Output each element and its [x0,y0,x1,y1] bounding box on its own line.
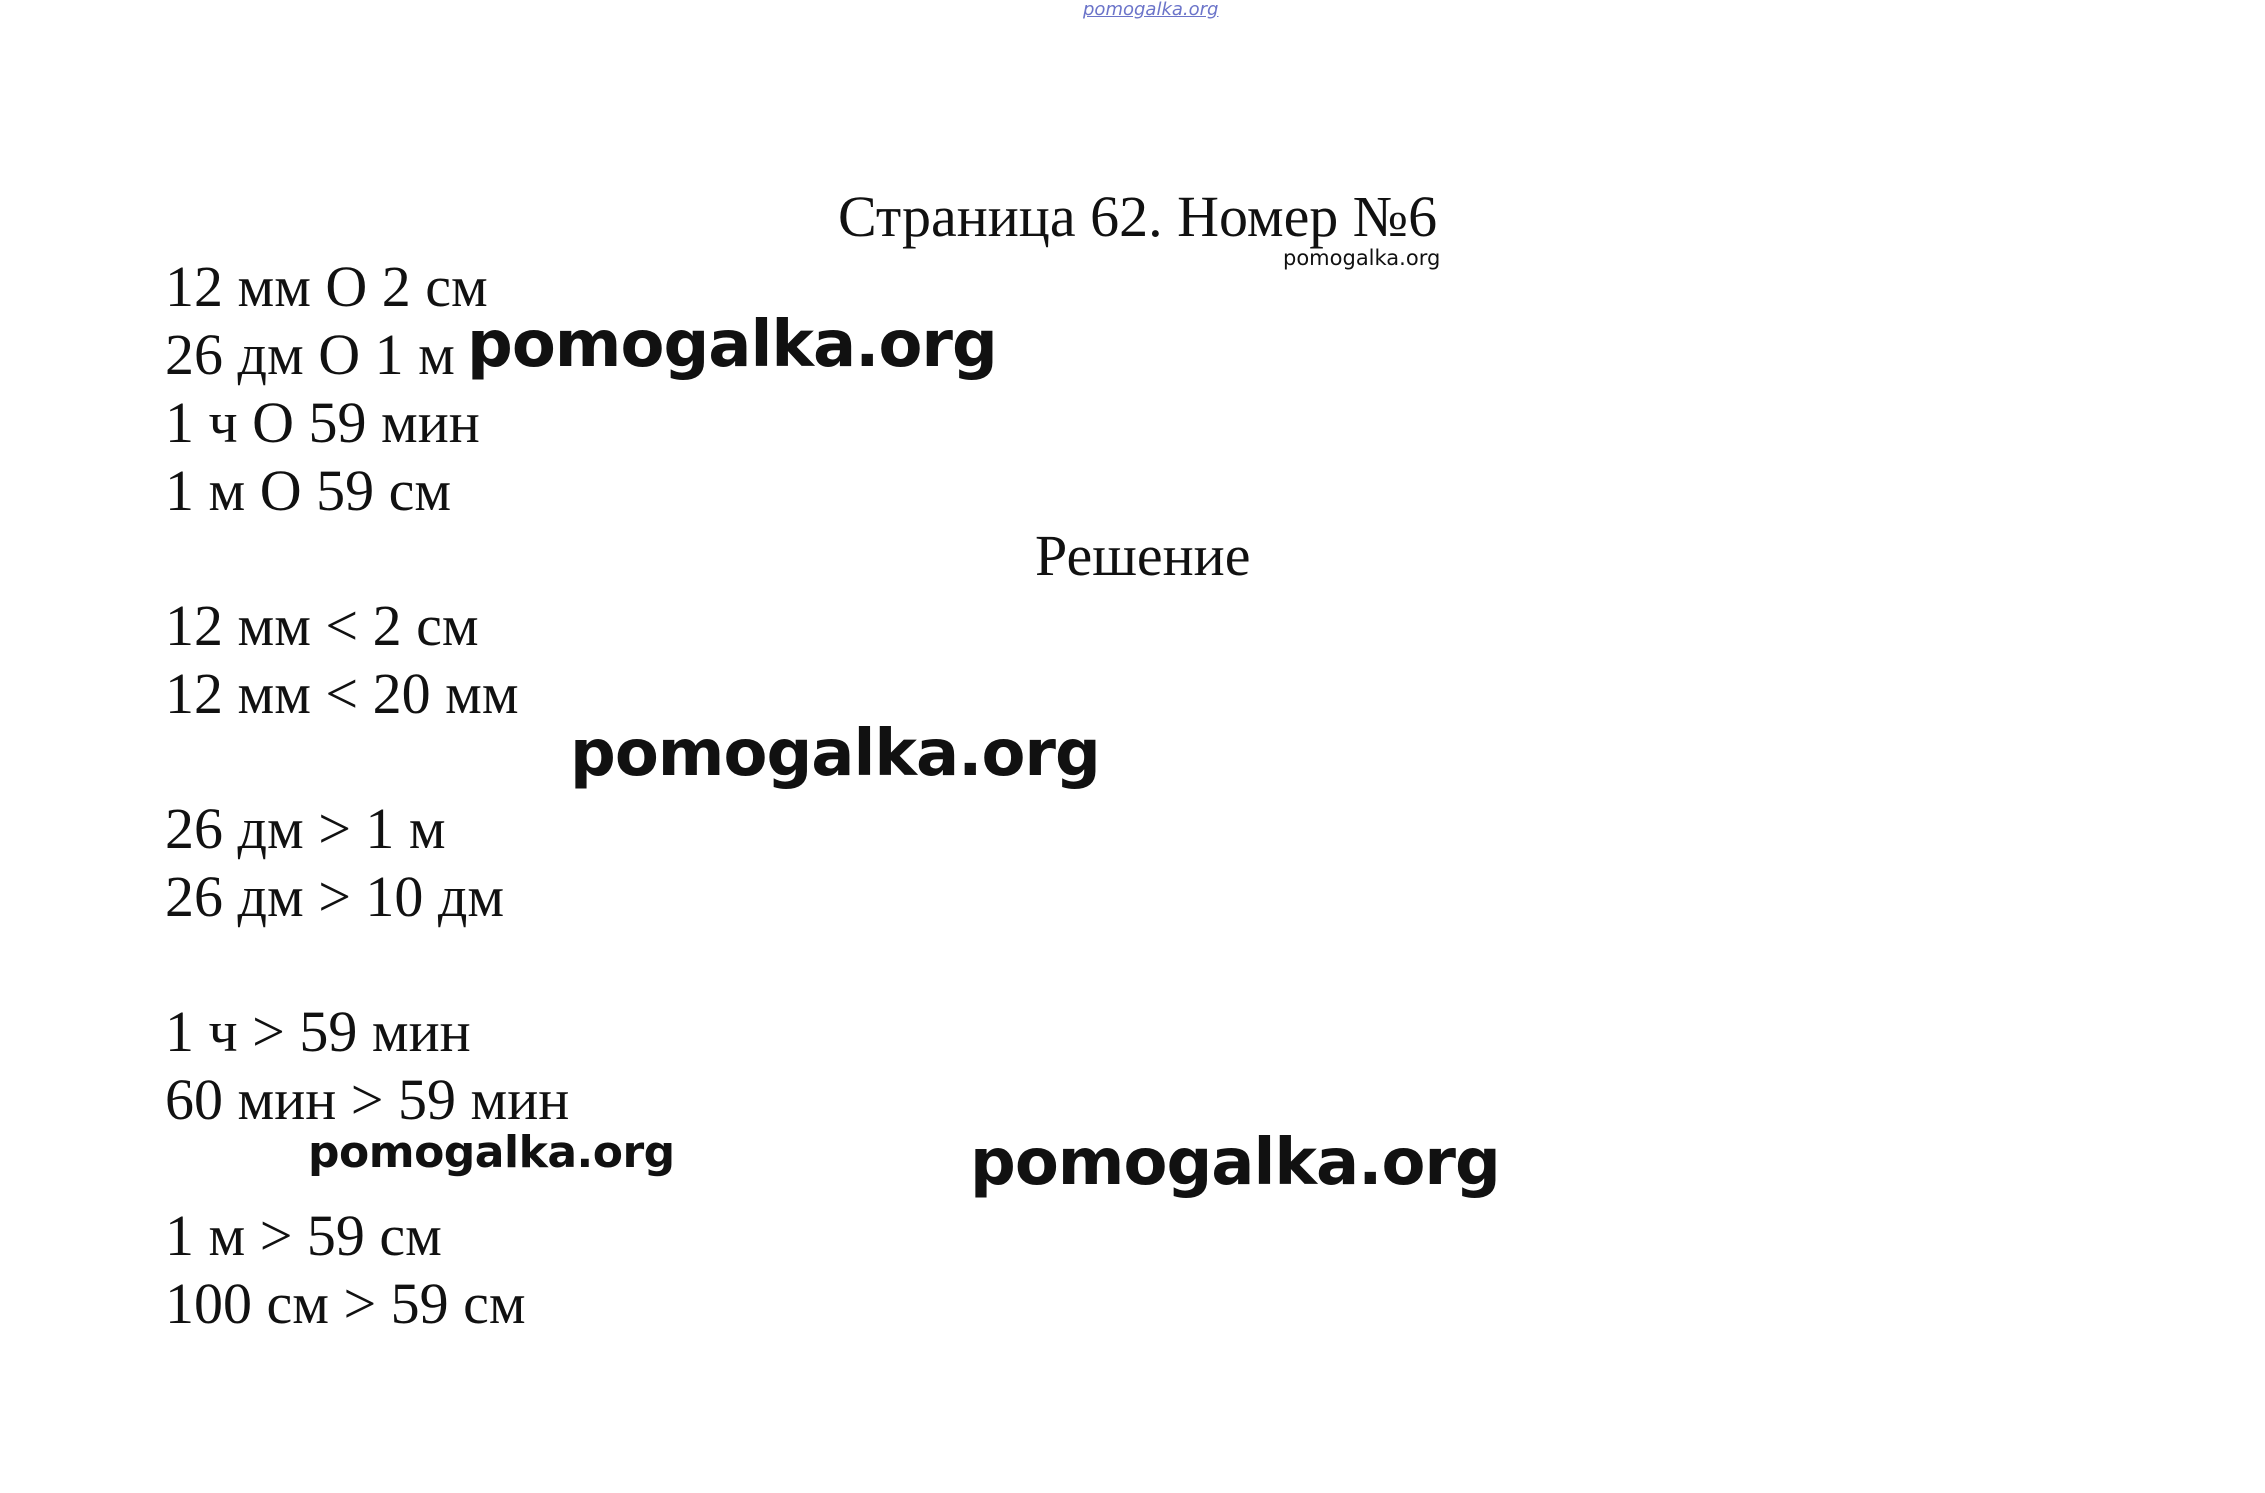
page-title: Страница 62. Номер №6 [838,184,1438,249]
solution-line-7: 1 м > 59 см [165,1203,442,1268]
watermark-inline: pomogalka.org [467,308,997,382]
task-line-4: 1 м О 59 см [165,458,452,523]
task-line-3: 1 ч О 59 мин [165,390,480,455]
solution-line-6: 60 мин > 59 мин [165,1067,570,1132]
solution-line-3: 26 дм > 1 м [165,796,446,861]
solution-line-5: 1 ч > 59 мин [165,999,471,1064]
solution-line-1: 12 мм < 2 см [165,593,479,658]
solution-line-8: 100 см > 59 см [165,1271,526,1336]
watermark-middle: pomogalka.org [570,717,1100,791]
solution-heading: Решение [1035,523,1251,588]
watermark-small: pomogalka.org [1283,246,1441,270]
task-line-1: 12 мм О 2 см [165,254,488,319]
solution-line-2: 12 мм < 20 мм [165,661,519,726]
watermark-top: pomogalka.org [1083,0,1219,20]
solution-line-4: 26 дм > 10 дм [165,864,505,929]
watermark-lower-right: pomogalka.org [970,1126,1500,1200]
watermark-lower-left: pomogalka.org [308,1127,675,1178]
task-line-2: 26 дм О 1 м [165,322,455,387]
